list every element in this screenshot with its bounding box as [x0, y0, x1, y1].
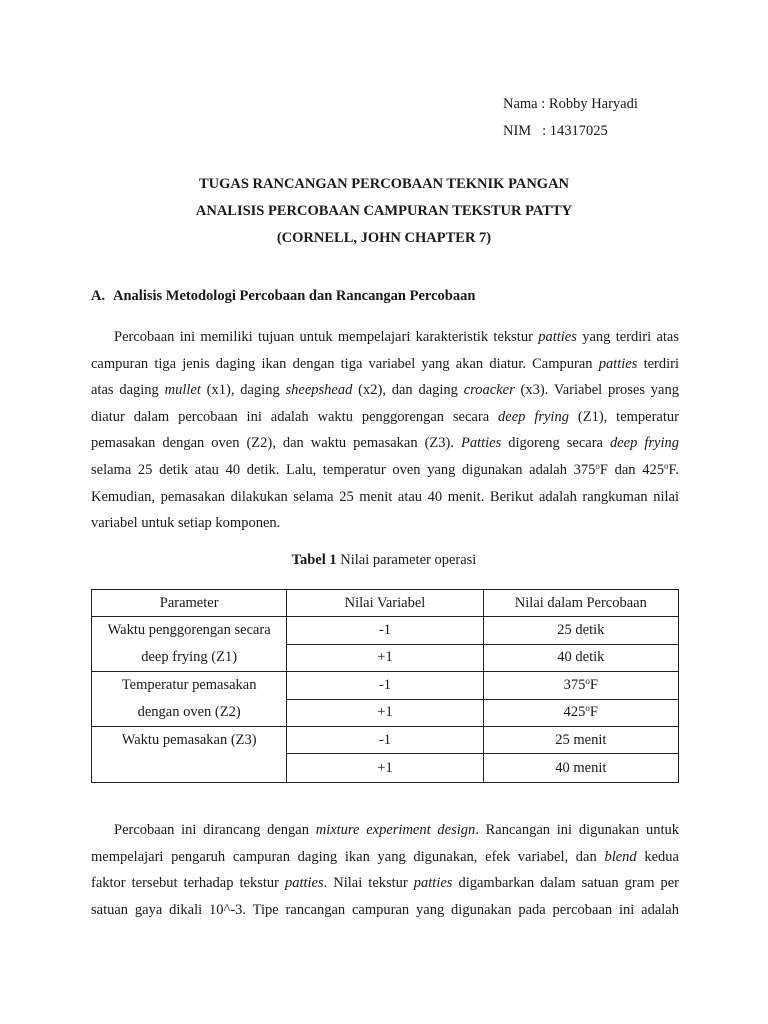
table-cell-level: +1 [287, 644, 483, 672]
table-cell-value: 40 menit [483, 754, 678, 783]
table-caption [0, 552, 768, 569]
table-cell-level: -1 [287, 617, 483, 645]
table-cell-value: 40 detik [483, 644, 678, 672]
paragraph-line: variabel untuk setiap komponen. [91, 515, 281, 532]
paragraph-line: diatur dalam percobaan ini adalah waktu penggorengan secara deep frying (Z1), temperatur [91, 408, 679, 425]
table-header-row [92, 590, 679, 617]
table-header-cell: Nilai dalam Percobaan [483, 590, 678, 617]
paragraph-line: selama 25 detik atau 40 detik. Lalu, temperatur oven yang digunakan adalah 375$^o$F dan 425$^o$F. [91, 460, 680, 478]
table-row [92, 672, 679, 700]
parameter-table [91, 589, 679, 783]
paragraph-line: atas daging mullet (x1), daging sheepshead (x2), dan daging croacker (x3). Variabel proses yang [91, 382, 679, 399]
section-number: A. [91, 288, 106, 304]
section-heading [91, 288, 475, 305]
title-line-3: (CORNELL, JOHN CHAPTER 7) [276, 230, 492, 246]
table-cell-parameter: Waktu penggorengan secara deep frying (Z1) [92, 617, 287, 672]
table-cell-level: -1 [287, 672, 483, 700]
table-header-cell: Parameter [92, 590, 287, 617]
table-caption-label: Tabel 1 [291, 552, 337, 568]
table-row [92, 727, 679, 754]
paragraph-line: pemasakan dengan oven (Z2), dan waktu pemasakan (Z3). Patties digoreng secara deep frying [91, 435, 679, 452]
table-cell-value: 425$^o$F [483, 699, 678, 727]
author-name: Nama : Robby Haryadi [503, 96, 638, 112]
table-cell-level: -1 [287, 727, 483, 754]
table-cell-value: 25 detik [483, 617, 678, 645]
author-nim: NIM : 14317025 [503, 123, 608, 139]
paragraph-line: faktor tersebut terhadap tekstur patties. Nilai tekstur patties digambarkan dalam satuan gram per [91, 875, 679, 892]
table-cell-value: 375$^o$F [483, 672, 678, 700]
title-line-2: ANALISIS PERCOBAAN CAMPURAN TEKSTUR PATTY [195, 203, 573, 219]
table-cell-level: +1 [287, 699, 483, 727]
paragraph-1 [91, 324, 679, 537]
table-cell-parameter: Temperatur pemasakan dengan oven (Z2) [92, 672, 287, 727]
table-cell-level: +1 [287, 754, 483, 783]
document-title [0, 171, 768, 252]
paragraph-line: Percobaan ini memiliki tujuan untuk mempelajari karakteristik tekstur patties yang terdiri atas [114, 329, 679, 345]
paragraph-line: mempelajari pengaruh campuran daging ikan yang digunakan, efek variabel, dan blend kedua [91, 848, 679, 865]
section-title: Analisis Metodologi Percobaan dan Rancangan Percobaan [113, 288, 476, 304]
table-caption-text: Nilai parameter operasi [336, 552, 477, 568]
table-header-cell: Nilai Variabel [287, 590, 483, 617]
title-line-1: TUGAS RANCANGAN PERCOBAAN TEKNIK PANGAN [198, 176, 570, 192]
paragraph-line: campuran tiga jenis daging ikan dengan tiga variabel yang akan diatur. Campuran patties terdiri [91, 355, 679, 372]
paragraph-2 [91, 817, 679, 923]
paragraph-line: Percobaan ini dirancang dengan mixture experiment design. Rancangan ini digunakan untuk [114, 822, 680, 838]
table-cell-parameter: Waktu pemasakan (Z3) [92, 727, 287, 783]
paragraph-line: satuan gaya dikali 10^-3. Tipe rancangan campuran yang digunakan pada percobaan ini adalah [91, 901, 679, 918]
paragraph-line: Kemudian, pemasakan dilakukan selama 25 menit atau 40 menit. Berikut adalah rangkuman nilai [91, 488, 679, 505]
table-row [92, 617, 679, 645]
author-identity [503, 91, 638, 145]
table-cell-value: 25 menit [483, 727, 678, 754]
